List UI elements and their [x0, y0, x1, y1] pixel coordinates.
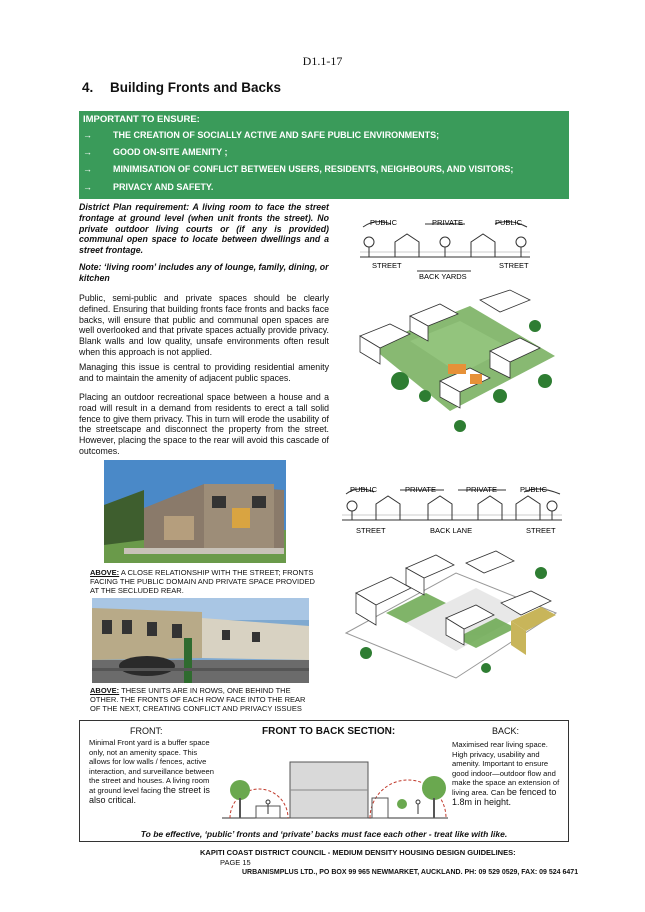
arrow-right-icon: →	[83, 164, 92, 174]
tagline: To be effective, ‘public’ fronts and ‘private’ backs must face each other - treat like with like.	[140, 829, 508, 839]
paragraph: Placing an outdoor recreational space between a house and a road will result in a demand from residents to erect a tall solid fence to give them privacy. This in turn will erode the usability of the streetscape and disconnect the property from the street. However, placing the space to the rear will avoid this cascade of outcomes.	[79, 392, 329, 456]
paragraph: Managing this issue is central to providing residential amenity and to maintain the amenity of adjacent public spaces.	[79, 362, 329, 383]
diagram-label: PUBLIC	[495, 218, 523, 227]
diagram-label: STREET	[372, 261, 402, 270]
footer-page: PAGE 15	[220, 858, 251, 867]
district-plan-requirement: District Plan requirement: A living room to face the street frontage at ground level (when unit fronts the street). No private outdoor living courts or (if any is provided) communal open space to locate between dwellings and a street frontage.	[79, 202, 329, 256]
diagram-label: PUBLIC	[370, 218, 398, 227]
banner-item-text: GOOD ON-SITE AMENITY ;	[113, 147, 228, 157]
caption-text: THESE UNITS ARE IN ROWS, ONE BEHIND THE OTHER. THE FRONTS OF EACH ROW FACE INTO THE REAR OF THE NEXT, CREATING CONFLICT AND PRIVACY ISSUES	[90, 686, 306, 713]
back-text-emphasis: be fenced to 1.8m in height.	[452, 786, 557, 807]
banner-item	[83, 182, 213, 192]
front-to-back-title: FRONT TO BACK SECTION:	[262, 726, 396, 737]
front-text: Minimal Front yard is a buffer space only, not an amenity space. This allows for low walls / fences, active interaction, and surveillance between the street and houses. A living room at ground level facing	[89, 738, 214, 795]
diagram-label: STREET	[356, 526, 386, 535]
diagram-label: BACK LANE	[430, 526, 473, 535]
section-heading: Building Fronts and Backs	[110, 80, 282, 95]
diagram-label: STREET	[499, 261, 529, 270]
front-text-emphasis: the street is also critical.	[89, 784, 210, 805]
diagram-label: STREET	[526, 526, 556, 535]
footer-contact: URBANISMPLUS LTD., PO BOX 99 965 NEWMARKET, AUCKLAND. PH: 09 529 0529, FAX: 09 524 6471	[242, 869, 579, 876]
banner-item	[83, 147, 228, 157]
page-number: D1.1-17	[302, 54, 343, 68]
diagram-label: PRIVATE	[466, 485, 497, 494]
back-heading: BACK:	[492, 726, 520, 736]
aerial-sketch-back-lane	[336, 543, 564, 683]
arrow-right-icon: →	[83, 130, 92, 140]
front-heading: FRONT:	[130, 726, 163, 736]
section-diagram-back-yards	[355, 212, 535, 282]
caption-lead: ABOVE:	[90, 568, 120, 577]
diagram-label: PUBLIC	[520, 485, 548, 494]
back-description	[452, 740, 562, 807]
diagram-label: PRIVATE	[432, 218, 463, 227]
banner-item	[83, 130, 439, 140]
paragraph: Public, semi-public and private spaces should be clearly defined. Ensuring that building fronts face fronts and backs face backs, will ensure that public and communal open spaces are well overlooked and that private spaces actually provide privacy. Blank walls and low quality, unsafe environments often result when this approach is not applied.	[79, 293, 329, 357]
photo-caption	[90, 686, 315, 713]
banner-item	[83, 164, 513, 174]
photo-rows-of-units	[92, 598, 309, 683]
back-text: Maximised rear living space. High privacy, usability and amenity. Important to ensure good indoor—outdoor flow and make the space an extension of living area. Can	[452, 740, 560, 797]
photo-caption	[90, 568, 315, 595]
aerial-sketch-back-yards	[340, 286, 565, 434]
diagram-label: PUBLIC	[350, 485, 378, 494]
caption-text: A CLOSE RELATIONSHIP WITH THE STREET; FRONTS FACING THE PUBLIC DOMAIN AND PRIVATE SPACE PROVIDED AT THE SECLUDED REAR.	[90, 568, 315, 595]
section-number: 4.	[82, 80, 94, 95]
front-to-back-section-drawing	[222, 748, 448, 826]
diagram-label: PRIVATE	[405, 485, 436, 494]
photo-street-relationship	[104, 460, 286, 563]
banner-item-text: PRIVACY AND SAFETY.	[113, 182, 214, 192]
section-title	[82, 80, 281, 95]
living-room-note: Note: ‘living room’ includes any of lounge, family, dining, or kitchen	[79, 262, 329, 283]
diagram-label: BACK YARDS	[419, 272, 467, 281]
front-description	[89, 738, 217, 805]
section-diagram-back-lane	[338, 480, 566, 540]
banner-item-text: MINIMISATION OF CONFLICT BETWEEN USERS, RESIDENTS, NEIGHBOURS, AND VISITORS;	[113, 164, 514, 174]
footer-title: KAPITI COAST DISTRICT COUNCIL - MEDIUM DENSITY HOUSING DESIGN GUIDELINES:	[200, 848, 516, 857]
banner-heading: IMPORTANT TO ENSURE:	[83, 114, 200, 125]
caption-lead: ABOVE:	[90, 686, 120, 695]
arrow-right-icon: →	[83, 147, 92, 157]
important-banner	[79, 111, 569, 199]
arrow-right-icon: →	[83, 182, 92, 192]
banner-item-text: THE CREATION OF SOCIALLY ACTIVE AND SAFE PUBLIC ENVIRONMENTS;	[113, 130, 440, 140]
